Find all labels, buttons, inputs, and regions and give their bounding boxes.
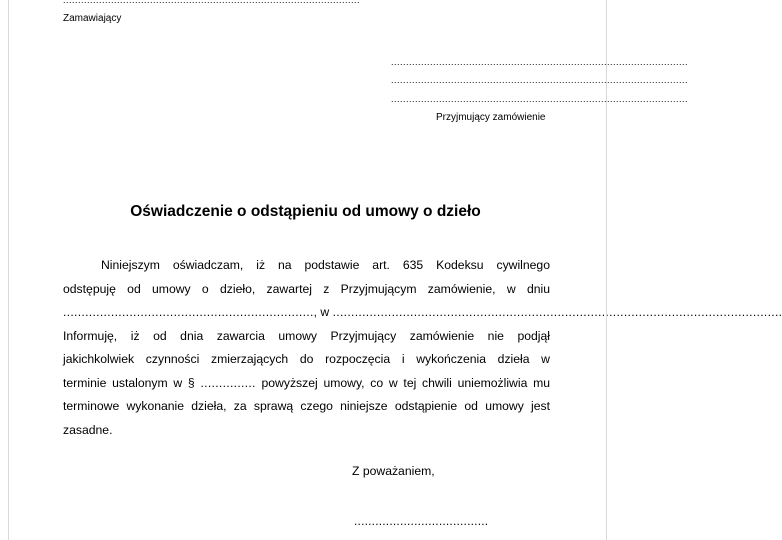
body-text-segment: terminie ustalonym w § xyxy=(63,375,195,390)
body-line: zasadne. xyxy=(63,422,113,437)
przyjmujacy-dots-line-3: ................................................................................................... xyxy=(391,94,689,104)
body-line: odstępuję od umowy o dzieło, zawartej z Przyjmującym zamówienie, w dniu xyxy=(63,281,550,296)
body-line-paragraph-ref xyxy=(63,372,550,396)
place-dots: .......................................................................................................................... xyxy=(332,305,782,319)
body-line: jakichkolwiek czynności zmierzających do rozpoczęcia i wykończenia dzieła w xyxy=(63,352,550,366)
przyjmujacy-dots-line-2: ................................................................................................... xyxy=(391,75,689,85)
body-line: Informuję, iż od dnia zawarcia umowy Przyjmujący zamówienie nie podjął xyxy=(63,328,550,343)
paragraph-number-dots: ............... xyxy=(200,375,256,390)
document-body xyxy=(63,254,782,442)
przyjmujacy-label: Przyjmujący zamówienie xyxy=(436,112,546,123)
body-line: Niniejszym oświadczam, iż na podstawie art. 635 Kodeksu cywilnego xyxy=(101,258,550,272)
date-dots: .................................................................... xyxy=(63,305,314,319)
zamawiajacy-signature-line: ................................................................................................... xyxy=(63,0,361,5)
body-line: terminowe wykonanie dzieła, za sprawą czego niniejsze odstąpienie od umowy jest xyxy=(63,399,550,413)
document-title: Oświadczenie o odstąpieniu od umowy o dzieło xyxy=(130,203,481,220)
signature-line: ...................................... xyxy=(354,514,489,528)
body-text-segment: powyższej umowy, co w tej chwili uniemożliwia mu xyxy=(261,375,551,390)
comma-w: , w xyxy=(313,305,330,319)
closing-greeting: Z poważaniem, xyxy=(352,464,435,478)
zamawiajacy-label: Zamawiający xyxy=(63,13,122,24)
body-line-date xyxy=(63,301,782,325)
przyjmujacy-dots-line-1: ................................................................................................... xyxy=(391,57,689,67)
